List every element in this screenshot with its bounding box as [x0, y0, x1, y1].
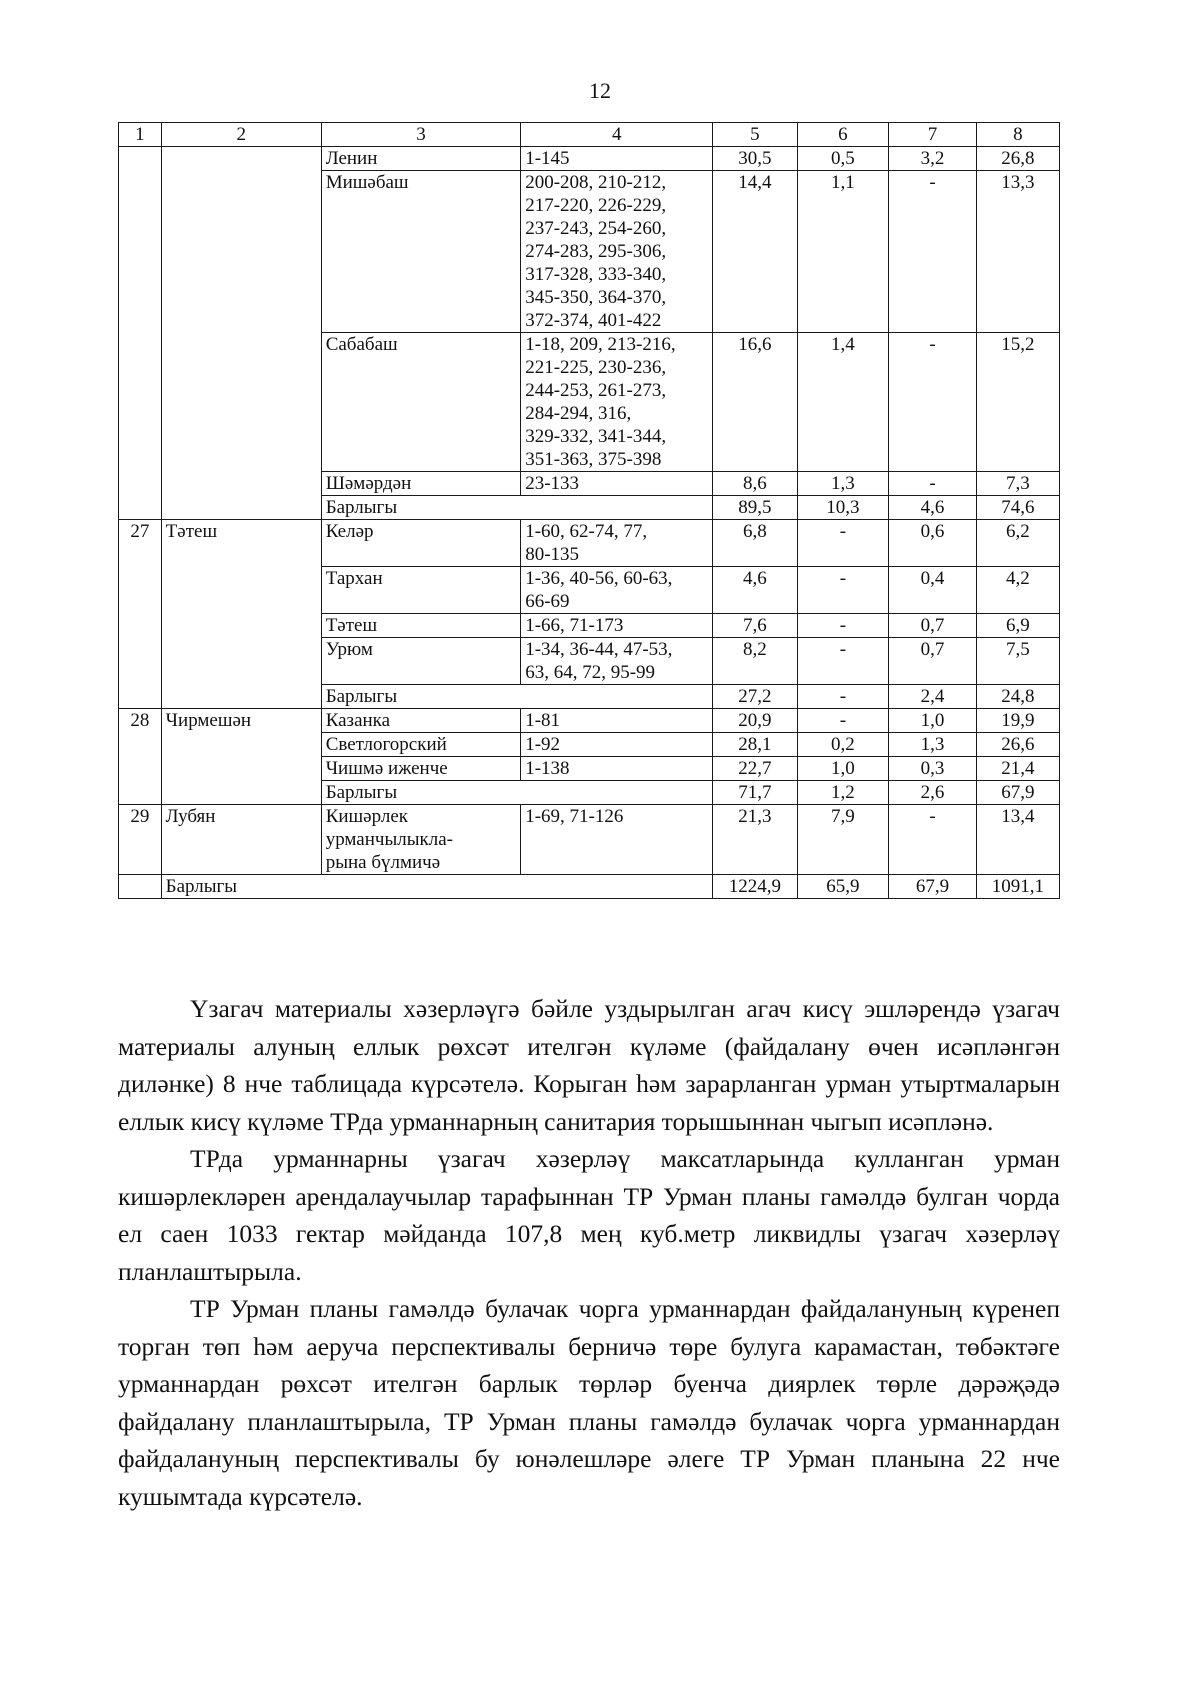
- grand-total-label-cell: Барлыгы: [161, 875, 713, 899]
- district-number-cell: [119, 147, 162, 520]
- district-number-cell: 28: [119, 709, 162, 805]
- district-number-cell: 27: [119, 520, 162, 709]
- subtotal-label-cell: Барлыгы: [321, 685, 713, 709]
- value-cell-6: -: [797, 685, 889, 709]
- quarters-cell: 23-133: [521, 472, 713, 496]
- quarters-cell: 1-18, 209, 213-216, 221-225, 230-236, 244-253, 261-273, 284-294, 316, 329-332, 341-344, 351-363, 375-398: [521, 333, 713, 472]
- value-cell-7: 2,6: [889, 781, 976, 805]
- header-cell: 7: [889, 123, 976, 147]
- grand-total-row: [119, 875, 1060, 899]
- subtotal-label-cell: Барлыгы: [321, 781, 713, 805]
- value-cell-5: 14,4: [713, 171, 797, 333]
- value-cell-7: 0,7: [889, 614, 976, 638]
- value-cell-6: 7,9: [797, 805, 889, 875]
- quarters-cell: 1-92: [521, 733, 713, 757]
- forestry-cell: Ленин: [321, 147, 521, 171]
- district-number-cell: 29: [119, 805, 162, 875]
- value-cell-7: 1,3: [889, 733, 976, 757]
- value-cell-8: 19,9: [976, 709, 1059, 733]
- header-cell: 5: [713, 123, 797, 147]
- value-cell-6: 1,4: [797, 333, 889, 472]
- table-header-row: [119, 123, 1060, 147]
- value-cell-6: 10,3: [797, 496, 889, 520]
- quarters-cell: 1-145: [521, 147, 713, 171]
- quarters-cell: 1-60, 62-74, 77, 80-135: [521, 520, 713, 567]
- value-cell-5: 22,7: [713, 757, 797, 781]
- quarters-cell: 1-69, 71-126: [521, 805, 713, 875]
- header-cell: 6: [797, 123, 889, 147]
- value-cell-7: -: [889, 472, 976, 496]
- grand-total-empty-cell: [119, 875, 162, 899]
- paragraph: ТРда урманнарны үзагач хәзерләү максатларында кулланган урман кишәрлекләрен арендалаучылар тарафыннан ТР Урман планы гамәлдә булган чорда ел саен 1033 гектар мәйданда 107,8 мең куб.метр ликвидлы үзагач хәзерләү планлаштырыла.: [118, 1144, 1060, 1286]
- value-cell-8: 15,2: [976, 333, 1059, 472]
- quarters-cell: 1-34, 36-44, 47-53, 63, 64, 72, 95-99: [521, 638, 713, 685]
- quarters-cell: 1-81: [521, 709, 713, 733]
- paragraph: Үзагач материалы хәзерләүгә бәйле уздырылган агач кисү эшләрендә үзагач материалы алуның еллык рөхсәт ителгән күләме (файдалану өчен исәпләнгән диләнке) 8 нче таблицада күрсәтелә. Корыган һәм зарарланган урман утыртмаларын еллык кисү күләме ТРда урманнарның санитария торышыннан чыгып исәпләнә.: [118, 994, 1060, 1136]
- value-cell-8: 24,8: [976, 685, 1059, 709]
- value-cell-5: 8,6: [713, 472, 797, 496]
- value-cell-5: 1224,9: [713, 875, 797, 899]
- quarters-cell: 1-36, 40-56, 60-63, 66-69: [521, 567, 713, 614]
- forestry-cell: Казанка: [321, 709, 521, 733]
- value-cell-8: 6,2: [976, 520, 1059, 567]
- value-cell-5: 7,6: [713, 614, 797, 638]
- value-cell-7: 1,0: [889, 709, 976, 733]
- value-cell-7: -: [889, 805, 976, 875]
- value-cell-5: 27,2: [713, 685, 797, 709]
- forestry-cell: Мишәбаш: [321, 171, 521, 333]
- value-cell-8: 4,2: [976, 567, 1059, 614]
- district-name-cell: Лубян: [161, 805, 321, 875]
- value-cell-5: 6,8: [713, 520, 797, 567]
- value-cell-5: 16,6: [713, 333, 797, 472]
- value-cell-8: 1091,1: [976, 875, 1059, 899]
- value-cell-6: -: [797, 709, 889, 733]
- value-cell-6: 0,5: [797, 147, 889, 171]
- value-cell-7: 3,2: [889, 147, 976, 171]
- page-number: 12: [589, 78, 611, 103]
- value-cell-6: 65,9: [797, 875, 889, 899]
- value-cell-8: 26,6: [976, 733, 1059, 757]
- value-cell-7: -: [889, 171, 976, 333]
- header-cell: 2: [161, 123, 321, 147]
- value-cell-7: 0,3: [889, 757, 976, 781]
- value-cell-7: 0,4: [889, 567, 976, 614]
- quarters-cell: 200-208, 210-212, 217-220, 226-229, 237-243, 254-260, 274-283, 295-306, 317-328, 333-340, 345-350, 364-370, 372-374, 401-422: [521, 171, 713, 333]
- value-cell-5: 21,3: [713, 805, 797, 875]
- header-cell: 8: [976, 123, 1059, 147]
- value-cell-5: 20,9: [713, 709, 797, 733]
- subtotal-label-cell: Барлыгы: [321, 496, 713, 520]
- district-name-cell: [161, 147, 321, 520]
- value-cell-5: 71,7: [713, 781, 797, 805]
- value-cell-5: 30,5: [713, 147, 797, 171]
- paragraph: ТР Урман планы гамәлдә булачак чорга урманнардан файдалануның күренеп торган төп һәм аеруча перспективалы берничә төре булуга карамастан, төбәктәге урманнардан рөхсәт ителгән барлык төрләр буенча диярлек төрле дәрәҗәдә файдалану планлаштырыла, ТР Урман планы гамәлдә булачак чорга урманнардан файдалануның перспективалы бу юнәлешләре әлеге ТР Урман планына 22 нче кушымтада күрсәтелә.: [118, 1294, 1060, 1511]
- value-cell-6: -: [797, 638, 889, 685]
- value-cell-8: 6,9: [976, 614, 1059, 638]
- table-row: [119, 805, 1060, 875]
- forestry-cell: Тархан: [321, 567, 521, 614]
- value-cell-5: 4,6: [713, 567, 797, 614]
- value-cell-8: 13,4: [976, 805, 1059, 875]
- quarters-cell: 1-66, 71-173: [521, 614, 713, 638]
- value-cell-7: -: [889, 333, 976, 472]
- value-cell-5: 28,1: [713, 733, 797, 757]
- forestry-cell: Тәтеш: [321, 614, 521, 638]
- forestry-cell: Шәмәрдән: [321, 472, 521, 496]
- table-row: [119, 147, 1060, 171]
- table-row: [119, 709, 1060, 733]
- value-cell-7: 4,6: [889, 496, 976, 520]
- table-row: [119, 520, 1060, 567]
- quarters-cell: 1-138: [521, 757, 713, 781]
- value-cell-5: 89,5: [713, 496, 797, 520]
- district-name-cell: Тәтеш: [161, 520, 321, 709]
- value-cell-6: 0,2: [797, 733, 889, 757]
- forestry-cell: Урюм: [321, 638, 521, 685]
- forestry-cell: Сабабаш: [321, 333, 521, 472]
- forestry-cell: Кишәрлек урманчылыкла- рына бүлмичә: [321, 805, 521, 875]
- value-cell-8: 7,3: [976, 472, 1059, 496]
- header-cell: 3: [321, 123, 521, 147]
- district-name-cell: Чирмешән: [161, 709, 321, 805]
- value-cell-6: 1,3: [797, 472, 889, 496]
- value-cell-8: 7,5: [976, 638, 1059, 685]
- value-cell-7: 2,4: [889, 685, 976, 709]
- header-cell: 4: [521, 123, 713, 147]
- value-cell-5: 8,2: [713, 638, 797, 685]
- value-cell-7: 0,6: [889, 520, 976, 567]
- forestry-cell: Келәр: [321, 520, 521, 567]
- header-cell: 1: [119, 123, 162, 147]
- value-cell-6: 1,0: [797, 757, 889, 781]
- value-cell-6: -: [797, 567, 889, 614]
- value-cell-8: 74,6: [976, 496, 1059, 520]
- forestry-cell: Чишмә иженче: [321, 757, 521, 781]
- value-cell-8: 67,9: [976, 781, 1059, 805]
- value-cell-8: 26,8: [976, 147, 1059, 171]
- value-cell-7: 67,9: [889, 875, 976, 899]
- body-text: [118, 990, 1060, 1515]
- value-cell-7: 0,7: [889, 638, 976, 685]
- value-cell-6: -: [797, 520, 889, 567]
- value-cell-6: 1,2: [797, 781, 889, 805]
- forestry-cell: Светлогорский: [321, 733, 521, 757]
- value-cell-6: -: [797, 614, 889, 638]
- value-cell-8: 21,4: [976, 757, 1059, 781]
- value-cell-6: 1,1: [797, 171, 889, 333]
- value-cell-8: 13,3: [976, 171, 1059, 333]
- forest-table: [118, 122, 1060, 899]
